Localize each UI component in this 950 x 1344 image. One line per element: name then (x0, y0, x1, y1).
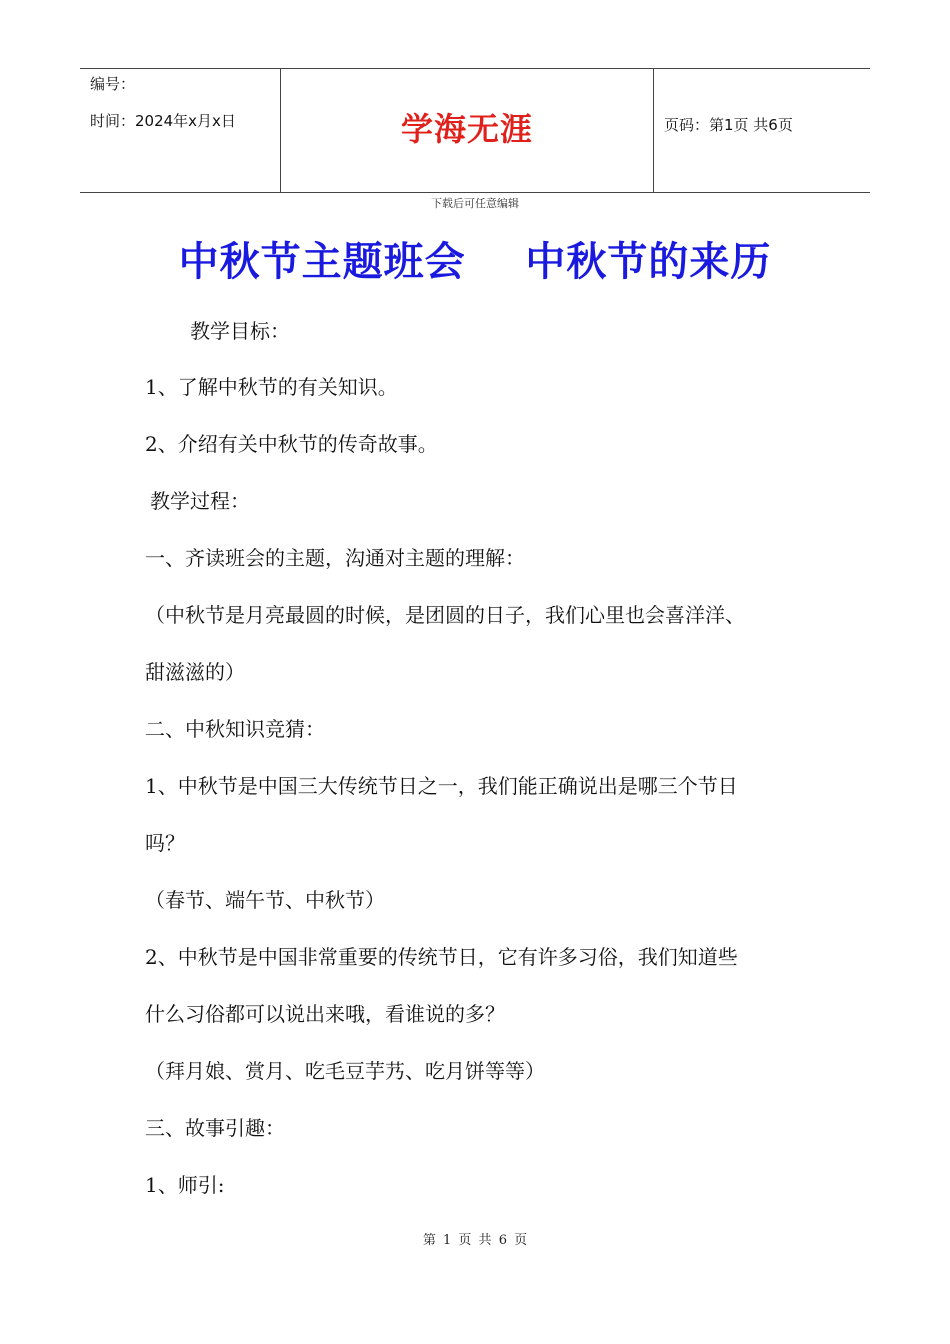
paragraph-question-1-cont: 吗？ (145, 831, 185, 855)
header-left-cell (80, 69, 281, 192)
header-brand-cell (281, 69, 654, 192)
paragraph-answer-2: （拜月娘、赏月、吃毛豆芋艿、吃月饼等等） (145, 1059, 545, 1083)
paragraph-question-2: 2、中秋节是中国非常重要的传统节日，它有许多习俗，我们知道些 (145, 945, 738, 969)
paragraph-answer-1: （春节、端午节、中秋节） (145, 888, 385, 912)
header-right-cell (654, 69, 870, 192)
paragraph-question-2-cont: 什么习俗都可以说出来哦，看谁说的多？ (145, 1002, 505, 1026)
time-label: 时间：2024年x月x日 (90, 112, 236, 130)
paragraph-section-1-note: （中秋节是月亮最圆的时候，是团圆的日子，我们心里也会喜洋洋、 (145, 603, 745, 627)
paragraph-section-2: 二、中秋知识竞猜： (145, 717, 325, 741)
paragraph-question-1: 1、中秋节是中国三大传统节日之一，我们能正确说出是哪三个节日 (145, 774, 738, 798)
paragraph-teaching-process: 教学过程： (150, 489, 250, 513)
paragraph-section-1: 一、齐读班会的主题，沟通对主题的理解： (145, 546, 525, 570)
number-label: 编号： (90, 75, 136, 93)
download-note: 下载后可任意编辑 (431, 197, 519, 210)
paragraph-goal-1: 1、了解中秋节的有关知识。 (145, 375, 398, 399)
page-footer: 第 1 页 共 6 页 (422, 1233, 528, 1248)
page-info: 页码：第1页 共6页 (664, 116, 793, 134)
paragraph-goal-2: 2、介绍有关中秋节的传奇故事。 (145, 432, 438, 456)
document-title: 中秋节主题班会 中秋节的来历 (178, 239, 772, 285)
brand-logo-text: 学海无涯 (400, 109, 533, 148)
paragraph-section-1-note-cont: 甜滋滋的） (145, 660, 245, 684)
header-table (80, 68, 870, 193)
paragraph-teacher-intro: 1、师引: (145, 1173, 225, 1197)
paragraph-teaching-goals: 教学目标： (190, 319, 290, 343)
paragraph-section-3: 三、故事引趣： (145, 1116, 285, 1140)
